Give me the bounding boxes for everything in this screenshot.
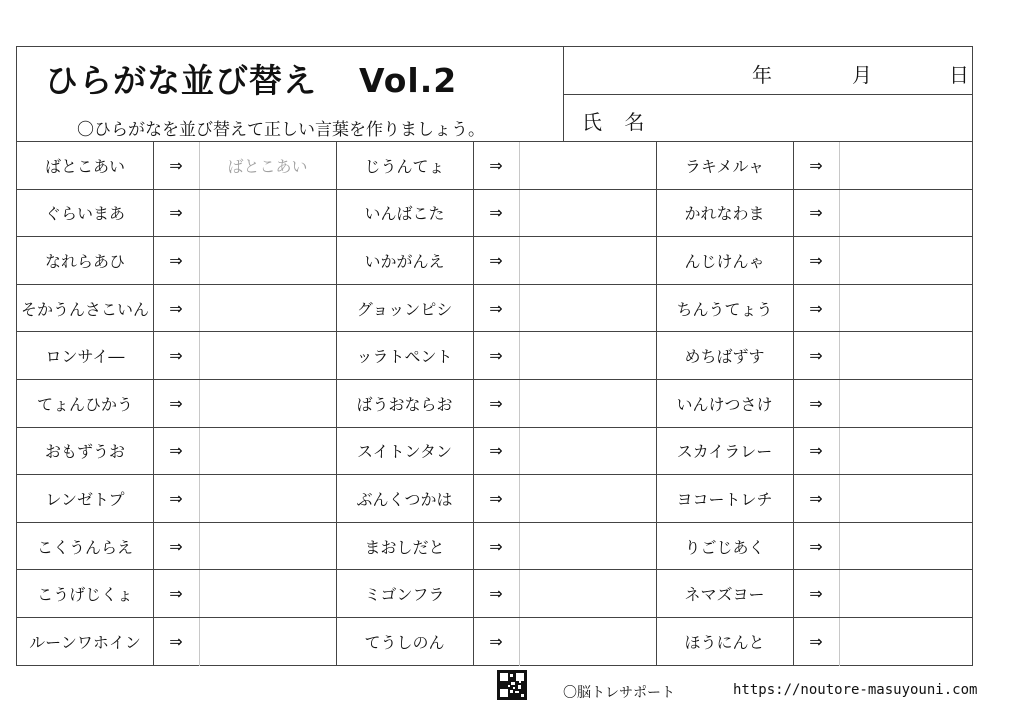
scrambled-word: めちばずす bbox=[684, 347, 765, 367]
answer-field[interactable] bbox=[839, 475, 972, 522]
puzzle-row bbox=[17, 237, 972, 285]
scrambled-word: ばうおならお bbox=[356, 394, 453, 414]
arrow-icon: ⇒ bbox=[169, 203, 183, 223]
answer-field[interactable] bbox=[519, 523, 656, 570]
scrambled-word: いんばこた bbox=[364, 204, 445, 224]
answer-field[interactable] bbox=[519, 475, 656, 522]
scrambled-word: てょんひかう bbox=[36, 394, 133, 414]
footer bbox=[0, 668, 1024, 718]
answer-field[interactable] bbox=[839, 380, 972, 427]
arrow-icon: ⇒ bbox=[489, 203, 503, 223]
arrow-icon: ⇒ bbox=[489, 441, 503, 461]
scrambled-word: こくうんらえ bbox=[36, 537, 133, 557]
arrow-icon: ⇒ bbox=[809, 346, 823, 366]
puzzle-row bbox=[17, 332, 972, 380]
day-label: 日 bbox=[949, 63, 969, 87]
answer-field[interactable] bbox=[519, 332, 656, 379]
arrow-icon: ⇒ bbox=[489, 250, 503, 270]
scrambled-word: んじけんゃ bbox=[684, 251, 765, 271]
arrow-icon: ⇒ bbox=[489, 488, 503, 508]
scrambled-word: ネマズヨー bbox=[684, 585, 765, 605]
site-url[interactable]: https://noutore-masuyouni.com bbox=[733, 682, 978, 698]
scrambled-word: ッラトペント bbox=[356, 347, 453, 367]
arrow-icon: ⇒ bbox=[169, 632, 183, 652]
scrambled-word: ぶんくつかは bbox=[356, 489, 453, 509]
scrambled-word: いかがんえ bbox=[364, 251, 445, 271]
scrambled-word: いんけつさけ bbox=[676, 394, 773, 414]
answer-field[interactable] bbox=[199, 523, 336, 570]
puzzle-row bbox=[17, 142, 972, 190]
arrow-icon: ⇒ bbox=[169, 155, 183, 175]
scrambled-word: おもずうお bbox=[44, 442, 125, 462]
scrambled-word: ヨコートレチ bbox=[676, 489, 773, 509]
worksheet bbox=[16, 46, 973, 666]
scrambled-word: ほうにんと bbox=[684, 633, 765, 653]
scrambled-word: レンゼトプ bbox=[45, 489, 125, 509]
arrow-icon: ⇒ bbox=[809, 536, 823, 556]
arrow-icon: ⇒ bbox=[809, 298, 823, 318]
scrambled-word: ばとこあい bbox=[44, 156, 125, 176]
arrow-icon: ⇒ bbox=[809, 393, 823, 413]
arrow-icon: ⇒ bbox=[809, 441, 823, 461]
scrambled-word: こうげじくょ bbox=[37, 585, 133, 605]
answer-field[interactable] bbox=[199, 332, 336, 379]
arrow-icon: ⇒ bbox=[489, 632, 503, 652]
scrambled-word: グョッンピシ bbox=[356, 299, 453, 319]
scrambled-word: スカイラレー bbox=[676, 442, 773, 462]
title-text: ひらがな並び替え bbox=[45, 61, 317, 100]
arrow-icon: ⇒ bbox=[169, 250, 183, 270]
answer-field[interactable] bbox=[519, 285, 656, 332]
scrambled-word: かれなわま bbox=[684, 204, 765, 224]
scrambled-word: ロンサイ― bbox=[45, 347, 125, 367]
arrow-icon: ⇒ bbox=[809, 584, 823, 604]
arrow-icon: ⇒ bbox=[809, 155, 823, 175]
brand-name: 〇脳トレサポート bbox=[563, 685, 675, 701]
answer-field[interactable] bbox=[519, 190, 656, 237]
qr-code bbox=[497, 670, 527, 700]
answer-field[interactable] bbox=[199, 285, 336, 332]
arrow-icon: ⇒ bbox=[169, 584, 183, 604]
answer-field[interactable] bbox=[839, 618, 972, 666]
arrow-icon: ⇒ bbox=[489, 536, 503, 556]
arrow-icon: ⇒ bbox=[489, 393, 503, 413]
title-area bbox=[17, 47, 564, 142]
answer-field[interactable] bbox=[519, 237, 656, 284]
answer-field[interactable] bbox=[519, 380, 656, 427]
arrow-icon: ⇒ bbox=[809, 632, 823, 652]
name-field[interactable] bbox=[564, 95, 972, 142]
arrow-icon: ⇒ bbox=[809, 488, 823, 508]
scrambled-word: そかうんさこいん bbox=[20, 299, 149, 319]
date-field[interactable] bbox=[564, 47, 972, 95]
arrow-icon: ⇒ bbox=[169, 488, 183, 508]
name-label: 氏 名 bbox=[582, 110, 653, 134]
puzzle-row bbox=[17, 428, 972, 476]
answer-field[interactable] bbox=[839, 190, 972, 237]
scrambled-word: なれらあひ bbox=[44, 251, 125, 271]
answer-field[interactable] bbox=[199, 428, 336, 475]
answer-field[interactable] bbox=[199, 570, 336, 617]
scrambled-word: ラキメルャ bbox=[684, 156, 765, 176]
arrow-icon: ⇒ bbox=[169, 393, 183, 413]
year-label: 年 bbox=[752, 63, 772, 87]
answer-field[interactable] bbox=[839, 142, 972, 189]
scrambled-word: ぐらいまあ bbox=[44, 204, 125, 224]
scrambled-word: ミゴンフラ bbox=[364, 585, 445, 605]
answer-field[interactable] bbox=[199, 618, 336, 666]
answer-field[interactable] bbox=[839, 285, 972, 332]
answer-field[interactable] bbox=[839, 428, 972, 475]
puzzle-row bbox=[17, 523, 972, 571]
puzzle-row bbox=[17, 618, 972, 666]
answer-field[interactable] bbox=[199, 475, 336, 522]
answer-field[interactable] bbox=[519, 142, 656, 189]
answer-field[interactable] bbox=[519, 618, 656, 666]
scrambled-word: ちんうてょう bbox=[676, 299, 773, 319]
arrow-icon: ⇒ bbox=[169, 346, 183, 366]
scrambled-word: まおしだと bbox=[364, 537, 445, 557]
arrow-icon: ⇒ bbox=[169, 441, 183, 461]
answer-field[interactable] bbox=[199, 380, 336, 427]
answer-field[interactable] bbox=[839, 570, 972, 617]
scrambled-word: じうんてょ bbox=[364, 156, 445, 176]
puzzle-row bbox=[17, 285, 972, 333]
answer-field[interactable] bbox=[839, 332, 972, 379]
arrow-icon: ⇒ bbox=[169, 298, 183, 318]
instruction-text: 〇ひらがなを並び替えて正しい言葉を作りましょう。 bbox=[77, 120, 485, 140]
arrow-icon: ⇒ bbox=[489, 346, 503, 366]
arrow-icon: ⇒ bbox=[489, 584, 503, 604]
scrambled-word: りごじあく bbox=[684, 537, 765, 557]
puzzle-row bbox=[17, 190, 972, 238]
answer-field[interactable] bbox=[839, 237, 972, 284]
arrow-icon: ⇒ bbox=[169, 536, 183, 556]
scrambled-word: ルーンワホイン bbox=[29, 633, 141, 653]
puzzle-grid bbox=[17, 142, 972, 665]
arrow-icon: ⇒ bbox=[809, 250, 823, 270]
answer-field[interactable] bbox=[199, 190, 336, 237]
puzzle-row bbox=[17, 570, 972, 618]
scrambled-word: スイトンタン bbox=[356, 442, 453, 462]
answer-field[interactable] bbox=[519, 428, 656, 475]
puzzle-row bbox=[17, 475, 972, 523]
puzzle-row bbox=[17, 380, 972, 428]
volume-label: Vol.2 bbox=[359, 61, 458, 100]
page-title bbox=[45, 55, 457, 102]
month-label: 月 bbox=[852, 63, 872, 87]
arrow-icon: ⇒ bbox=[809, 203, 823, 223]
answer-field[interactable] bbox=[199, 237, 336, 284]
answer-field[interactable]: ばとこあい bbox=[227, 156, 308, 176]
arrow-icon: ⇒ bbox=[489, 155, 503, 175]
answer-field[interactable] bbox=[839, 523, 972, 570]
scrambled-word: てうしのん bbox=[364, 633, 445, 653]
answer-field[interactable] bbox=[519, 570, 656, 617]
arrow-icon: ⇒ bbox=[489, 298, 503, 318]
